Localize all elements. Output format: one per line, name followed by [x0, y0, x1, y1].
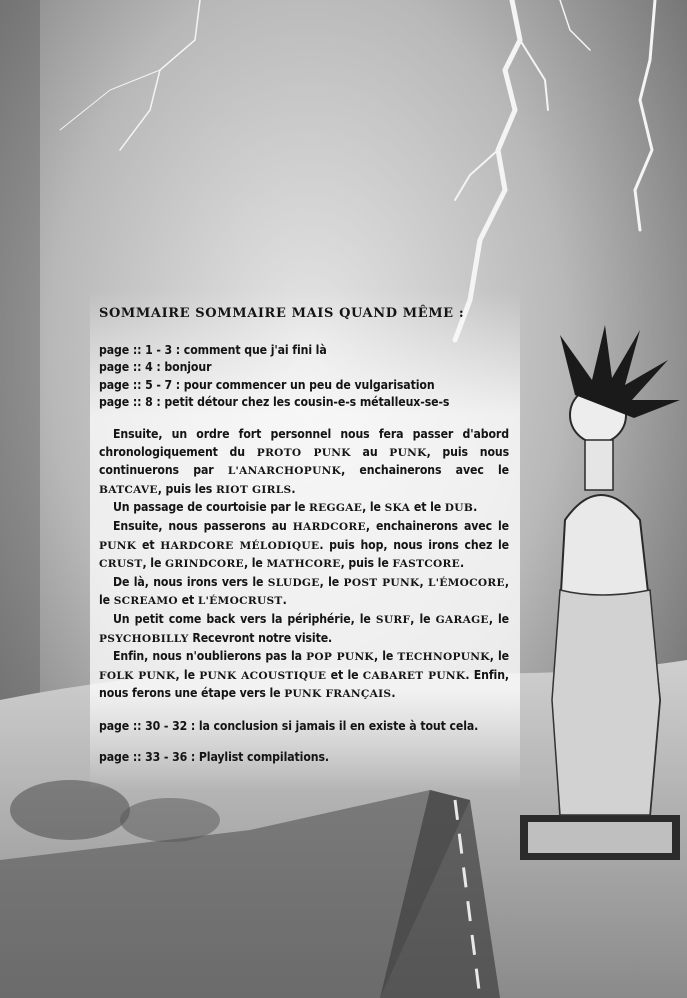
toc-entry: page :: 33 - 36 : Playlist compilations.: [99, 750, 329, 765]
paragraph: De là, nous irons vers le SLUDGE, le POST PUNK, L'ÉMOCORE, le SCREAMO et L'ÉMOCRUST.: [99, 574, 509, 608]
toc-entry: page :: 4 : bonjour: [99, 360, 212, 375]
paragraph: Enfin, nous n'oublierons pas la POP PUNK, le TECHNOPUNK, le FOLK PUNK, le PUNK ACOUSTIQUE et le CABARET PUNK. Enfin, nous ferons une étape vers le PUNK FRANÇAIS.: [99, 649, 509, 701]
toc-entry: page :: 30 - 32 : la conclusion si jamais il en existe à tout cela.: [99, 718, 479, 733]
toc-entry: page :: 8 : petit détour chez les cousin-e-s métalleux-se-s: [99, 395, 450, 410]
toc-entry: page :: 5 - 7 : pour commencer un peu de vulgarisation: [99, 377, 435, 392]
paragraph: Ensuite, nous passerons au HARDCORE, enchainerons avec le PUNK et HARDCORE MÉLODIQUE. puis hop, nous irons chez le CRUST, le GRINDCORE, le MATHCORE, puis le FASTCORE.: [99, 518, 509, 571]
paragraph: Un petit come back vers la périphérie, le SURF, le GARAGE, le PSYCHOBILLY Recevront notre visite.: [99, 611, 509, 645]
toc-entry: page :: 1 - 3 : comment que j'ai fini là: [99, 342, 327, 357]
paragraph: Ensuite, un ordre fort personnel nous fera passer d'abord chronologiquement du PROTO PUNK au PUNK, puis nous continuerons par L'ANARCHOPUNK, enchainerons avec le BATCAVE, puis les RIOT GIRLS.: [99, 426, 510, 496]
toc-content: [99, 305, 509, 767]
paragraph: Un passage de courtoisie par le REGGAE, le SKA et le DUB.: [113, 500, 478, 515]
page-title: SOMMAIRE SOMMAIRE MAIS QUAND MÊME :: [99, 306, 465, 321]
